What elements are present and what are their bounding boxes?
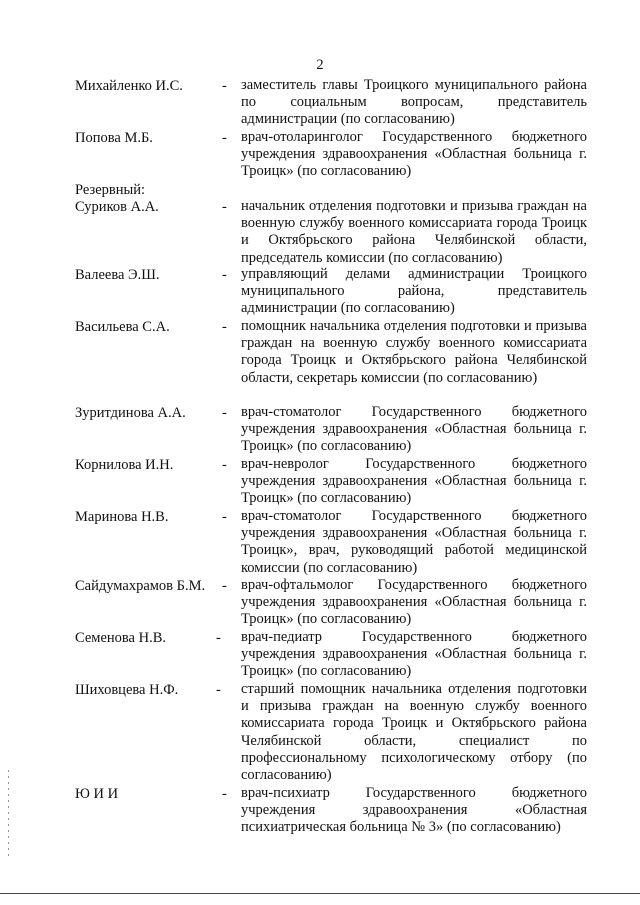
scan-edge-mark xyxy=(8,770,9,860)
member-description: врач-стоматолог Государственного бюджетного учреждения здравоохранения «Областная больница г. Троицк», врач, руководящий работой медицинской комиссии (по согласованию) xyxy=(241,508,587,576)
member-description: управляющий делами администрации Троицкого муниципального района, представитель администрации (по согласованию) xyxy=(241,266,587,317)
member-name: Ю И И xyxy=(75,786,119,802)
member-name: Зуритдинова А.А. xyxy=(75,405,186,421)
member-description: врач-стоматолог Государственного бюджетного учреждения здравоохранения «Областная больница г. Троицк» (по согласованию) xyxy=(241,404,587,455)
dash: - xyxy=(222,457,227,473)
member-name: Сайдумахрамов Б.М. xyxy=(75,578,206,594)
member-name: Корнилова И.Н. xyxy=(75,457,174,473)
member-description: помощник начальника отделения подготовки и призыва граждан на военную службу военного комиссариата города Троицк и Октябрьского района Челябинской области, секретарь комиссии (по согласованию) xyxy=(241,318,587,386)
member-description: врач-психиатр Государственного бюджетного учреждения здравоохранения «Областная психиатрическая больница № 3» (по согласованию) xyxy=(241,785,587,836)
dash: - xyxy=(216,630,221,646)
dash: - xyxy=(222,786,227,802)
member-description: врач-отоларинголог Государственного бюджетного учреждения здравоохранения «Областная больница г. Троицк» (по согласованию) xyxy=(241,129,587,180)
member-name: Семенова Н.В. xyxy=(75,630,167,646)
member-name: Михайленко И.С. xyxy=(75,78,183,94)
reserve-section-label: Резервный: xyxy=(75,182,146,198)
member-name: Валеева Э.Ш. xyxy=(75,267,160,283)
page-number: 2 xyxy=(316,57,324,73)
dash: - xyxy=(216,682,221,698)
member-name: Маринова Н.В. xyxy=(75,509,169,525)
dash: - xyxy=(222,405,227,421)
member-name: Суриков А.А. xyxy=(75,199,159,215)
member-name: Васильева С.А. xyxy=(75,319,170,335)
dash: - xyxy=(222,578,227,594)
member-description: начальник отделения подготовки и призыва граждан на военную службу военного комиссариата города Троицк и Октябрьского района Челябинской области, председатель комиссии (по согласованию) xyxy=(241,198,587,266)
dash: - xyxy=(222,199,227,215)
member-name: Попова М.Б. xyxy=(75,130,153,146)
member-description: заместитель главы Троицкого муниципального района по социальным вопросам, представитель администрации (по согласованию) xyxy=(241,77,587,128)
dash: - xyxy=(222,509,227,525)
dash: - xyxy=(222,78,227,94)
member-description: врач-невролог Государственного бюджетного учреждения здравоохранения «Областная больница г. Троицк» (по согласованию) xyxy=(241,456,587,507)
member-description: врач-педиатр Государственного бюджетного учреждения здравоохранения «Областная больница г. Троицк» (по согласованию) xyxy=(241,629,587,680)
member-name: Шиховцева Н.Ф. xyxy=(75,682,179,698)
member-description: старший помощник начальника отделения подготовки и призыва граждан на военную службу военного комиссариата города Троицк и Октябрьского района Челябинской области, специалист по профессиональному психологическому отбору (по согласованию) xyxy=(241,681,587,784)
member-description: врач-офтальмолог Государственного бюджетного учреждения здравоохранения «Областная больница г. Троицк» (по согласованию) xyxy=(241,577,587,628)
dash: - xyxy=(222,267,227,283)
dash: - xyxy=(222,130,227,146)
dash: - xyxy=(222,319,227,335)
page-bottom-edge xyxy=(0,893,640,894)
